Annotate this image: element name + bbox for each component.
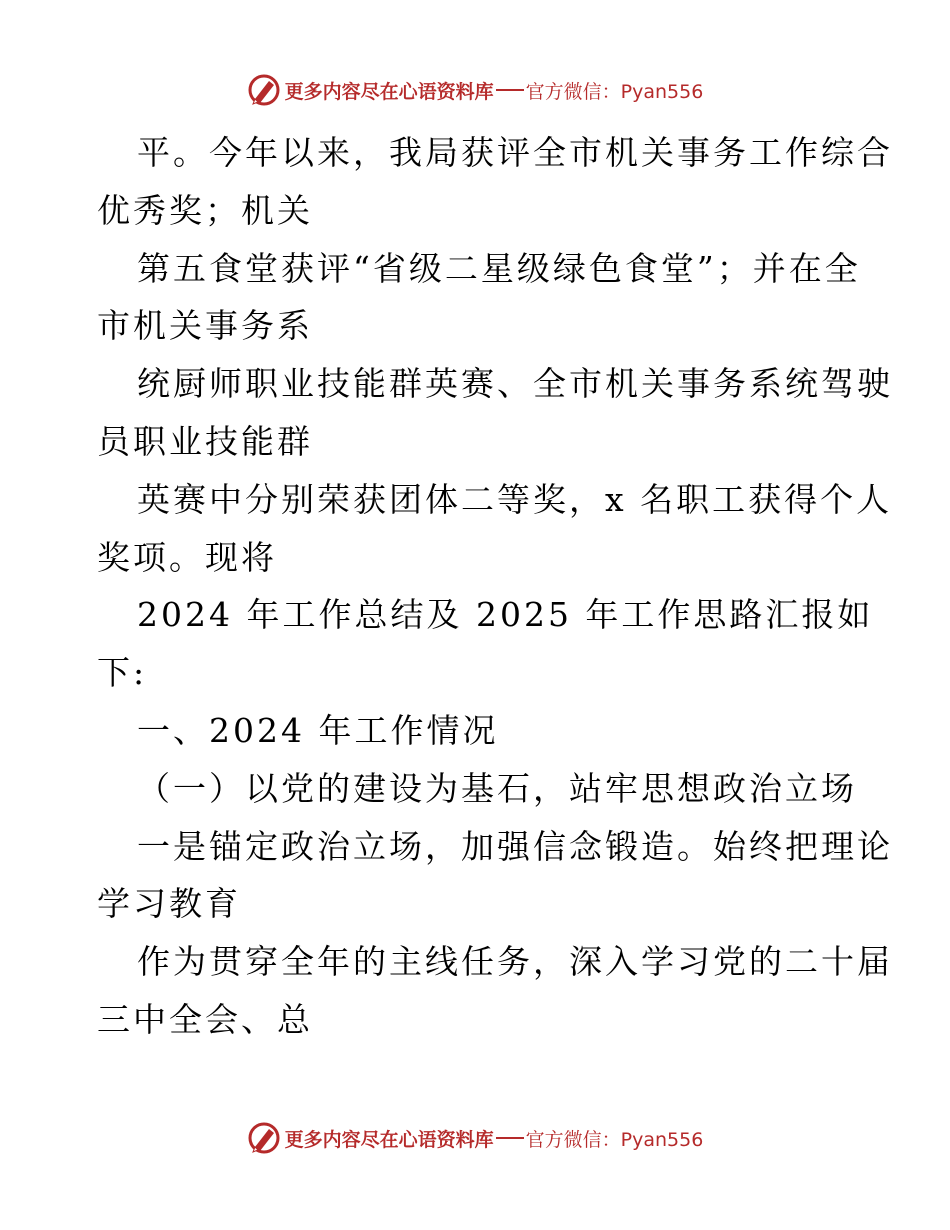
text-line: 下:	[97, 653, 148, 693]
watermark-wechat-text: 官方微信：Pyan556	[525, 1128, 704, 1151]
watermark-brand-text: 更多内容尽在心语资料库	[284, 80, 494, 103]
text-line: 三中全会、总	[97, 999, 313, 1039]
pen-circle-logo-icon	[247, 73, 281, 107]
text-line: 一是锚定政治立场，加强信念锻造。始终把理论	[137, 826, 893, 866]
header-watermark-banner	[0, 70, 950, 110]
text-line: 一、2024 年工作情况	[137, 710, 499, 750]
text-line: （一）以党的建设为基石，站牢思想政治立场	[137, 768, 857, 808]
text-line: 第五食堂获评“省级二星级绿色食堂”；并在全	[137, 248, 861, 288]
watermark-brand-text: 更多内容尽在心语资料库	[284, 1128, 494, 1151]
text-line: 学习教育	[97, 884, 241, 924]
text-line: 奖项。现将	[97, 537, 277, 577]
text-line: 市机关事务系	[97, 306, 313, 346]
watermark-dash	[496, 1137, 524, 1139]
text-line: 统厨师职业技能群英赛、全市机关事务系统驾驶	[137, 364, 893, 404]
text-line: 2024 年工作总结及 2025 年工作思路汇报如	[137, 595, 874, 635]
text-line: 平。今年以来，我局获评全市机关事务工作综合	[137, 133, 893, 172]
text-line: 员职业技能群	[97, 421, 313, 461]
footer-watermark-banner	[0, 1118, 950, 1158]
text-line: 作为贯穿全年的主线任务，深入学习党的二十届	[137, 942, 893, 982]
text-line: 英赛中分别荣获团体二等奖，x 名职工获得个人	[137, 479, 893, 519]
document-body	[97, 124, 893, 1049]
watermark-dash	[496, 89, 524, 91]
watermark-wechat-text: 官方微信：Pyan556	[525, 80, 704, 103]
pen-circle-logo-icon	[247, 1121, 281, 1155]
text-line: 优秀奖；机关	[97, 190, 313, 230]
